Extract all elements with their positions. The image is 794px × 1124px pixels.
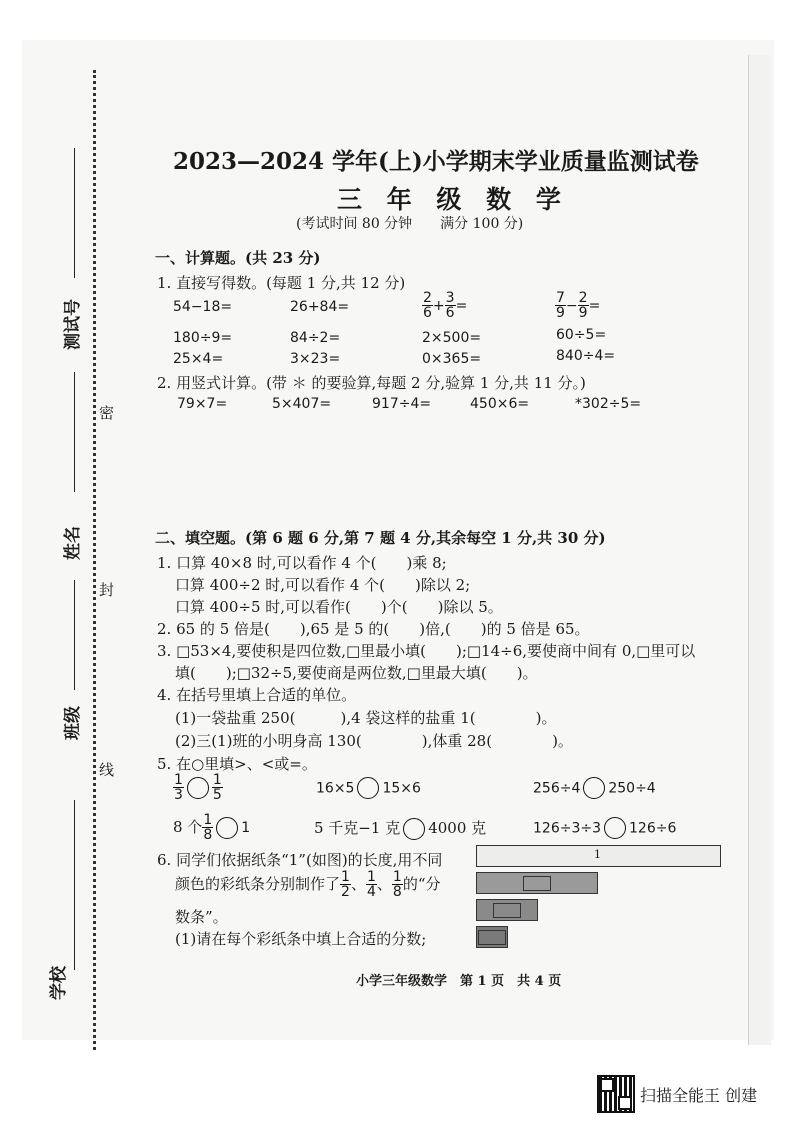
- calc-item: 0×365=: [422, 351, 482, 367]
- q2-6-subquestion: (1)请在每个彩纸条中填上合适的分数;: [175, 930, 427, 948]
- compare-item: 5 千克−1 克 4000 克: [314, 817, 486, 840]
- q2-5-title: 5. 在○里填>、<或=。: [157, 755, 317, 773]
- vertical-calc-item: 79×7=: [177, 396, 228, 412]
- class-line: [74, 580, 75, 690]
- q2-4-line: (2)三(1)班的小明身高 130( ),体重 28( )。: [175, 732, 573, 750]
- name-label: 姓名: [63, 526, 83, 560]
- strip-answer-box[interactable]: [523, 876, 551, 891]
- vertical-calc-item: 5×407=: [272, 396, 332, 412]
- compare-item: 16×5 15×6: [316, 777, 421, 799]
- exam-subject: 三 年 级 数 学: [337, 185, 569, 214]
- school-line: [74, 800, 75, 970]
- calc-item: 840÷4=: [556, 348, 616, 364]
- q2-6-fraction-line: 颜色的彩纸条分别制作了 $\frac{1}{2}$ 、 $\frac{1}{4}$ 、 $\frac{1}{8}$ 的“分: [175, 869, 441, 900]
- exam-no-label: 测试号: [63, 299, 83, 350]
- compare-item: $\frac{1}{3}$ $\frac{1}{5}$: [174, 772, 222, 803]
- fraction-expr-b: $\frac{7}{9}$ − $\frac{2}{9}$ =: [556, 290, 601, 321]
- q2-4-title: 4. 在括号里填上合适的单位。: [157, 686, 357, 704]
- strip-answer-box[interactable]: [478, 930, 506, 945]
- paper-strip-whole: [476, 845, 721, 867]
- compare-circle[interactable]: [583, 777, 605, 799]
- class-label: 班级: [63, 706, 83, 740]
- compare-item: 8 个 $\frac{1}{8}$ 1: [173, 812, 251, 843]
- binding-dotted-line: [93, 70, 96, 1050]
- compare-circle[interactable]: [604, 817, 626, 839]
- q2-3-line: 填( );□32÷5,要使商是两位数,□里最大填( )。: [175, 664, 538, 682]
- compare-item: 126÷3÷3 126÷6: [533, 817, 676, 839]
- q2-4-line: (1)一袋盐重 250( ),4 袋这样的盐重 1( )。: [175, 709, 557, 727]
- compare-circle[interactable]: [357, 777, 379, 799]
- seal-feng: 封: [97, 582, 115, 597]
- q2-3-line: 3. □53×4,要使积是四位数,□里最小填( );□14÷6,要使商中间有 0,□里可以: [157, 642, 696, 660]
- paper-strip-half: [476, 872, 598, 894]
- calc-item: 26+84=: [290, 299, 350, 315]
- q1-1-title: 1. 直接写得数。(每题 1 分,共 12 分): [157, 274, 406, 292]
- seal-mi: 密: [97, 405, 115, 420]
- q2-2-line: 2. 65 的 5 倍是( ),65 是 5 的( )倍,( )的 5 倍是 65。: [157, 620, 590, 638]
- calc-item: 84÷2=: [290, 330, 341, 346]
- qr-code-icon: [597, 1075, 635, 1113]
- calc-item: 180÷9=: [173, 330, 233, 346]
- compare-item: 256÷4 250÷4: [533, 777, 656, 799]
- section1-heading: 一、计算题。(共 23 分): [155, 249, 321, 267]
- scanner-brand: 扫描全能王 创建: [640, 1086, 758, 1105]
- page-footer: 小学三年级数学 第 1 页 共 4 页: [356, 974, 562, 989]
- vertical-calc-item: *302÷5=: [575, 396, 642, 412]
- exam-info: (考试时间 80 分钟 满分 100 分): [296, 216, 524, 232]
- paper-edge: [748, 55, 771, 1045]
- fraction-expr-a: $\frac{2}{6}$ + $\frac{3}{6}$ =: [423, 290, 468, 321]
- q2-1-line: 口算 400÷5 时,可以看作( )个( )除以 5。: [175, 598, 503, 616]
- compare-circle[interactable]: [216, 817, 238, 839]
- seal-xian: 线: [97, 762, 115, 777]
- calc-item: 54−18=: [173, 299, 233, 315]
- calc-item: 60÷5=: [556, 327, 607, 343]
- q2-1-line: 1. 口算 40×8 时,可以看作 4 个( )乘 8;: [157, 554, 447, 572]
- q2-6-line: 6. 同学们依据纸条“1”(如图)的长度,用不同: [157, 851, 443, 869]
- exam-no-line: [74, 148, 75, 278]
- vertical-calc-item: 450×6=: [470, 396, 530, 412]
- compare-circle[interactable]: [187, 777, 209, 799]
- q2-6-line: 数条”。: [175, 908, 228, 926]
- calc-item: 2×500=: [422, 330, 482, 346]
- paper-strip-eighth: [476, 926, 508, 948]
- section2-heading: 二、填空题。(第 6 题 6 分,第 7 题 4 分,其余每空 1 分,共 30 分): [155, 529, 606, 547]
- paper-strip-quarter: [476, 899, 538, 921]
- name-line: [74, 372, 75, 492]
- school-label: 学校: [49, 966, 69, 1000]
- exam-title: 2023—2024 学年(上)小学期末学业质量监测试卷: [173, 148, 699, 175]
- strip-answer-box[interactable]: [493, 903, 521, 918]
- compare-circle[interactable]: [403, 818, 425, 840]
- vertical-calc-item: 917÷4=: [372, 396, 432, 412]
- q1-2-title: 2. 用竖式计算。(带 ＊ 的要验算,每题 2 分,验算 1 分,共 11 分。): [157, 374, 586, 392]
- calc-item: 3×23=: [290, 351, 341, 367]
- calc-item: 25×4=: [173, 351, 224, 367]
- q2-1-line: 口算 400÷2 时,可以看作 4 个( )除以 2;: [175, 576, 471, 594]
- strip-label: 1: [594, 848, 601, 861]
